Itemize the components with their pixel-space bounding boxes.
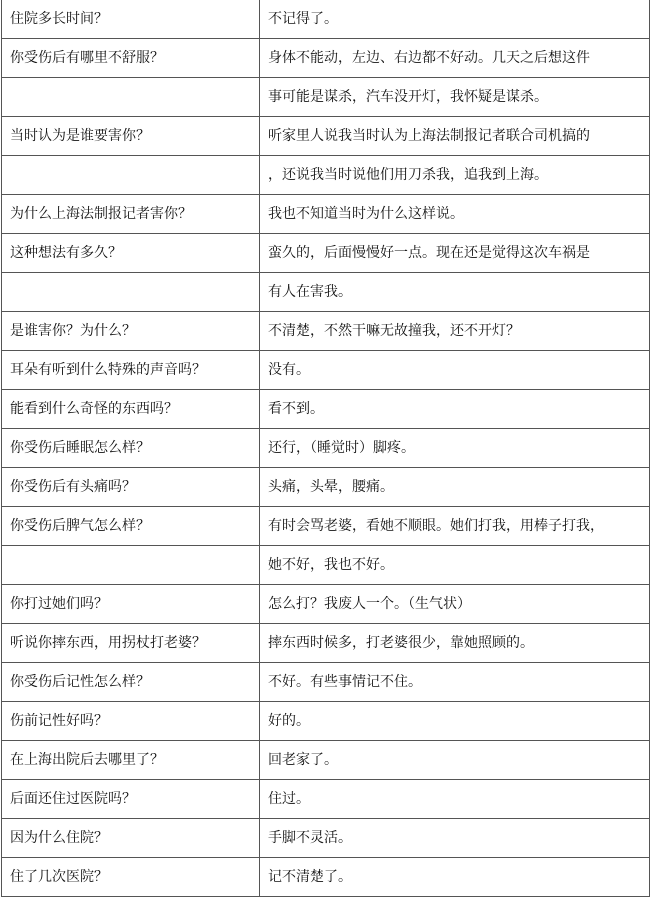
table-row	[2, 624, 650, 663]
table-row	[2, 780, 650, 819]
table-row	[2, 0, 650, 39]
question-cell: 你受伤后有哪里不舒服？	[2, 39, 260, 78]
answer-cell: 不记得了。	[260, 0, 650, 39]
table-row	[2, 663, 650, 702]
question-cell: 当时认为是谁要害你？	[2, 117, 260, 156]
question-cell: 你打过她们吗？	[2, 585, 260, 624]
question-cell: 你受伤后脾气怎么样？	[2, 507, 260, 546]
answer-cell: 摔东西时候多，打老婆很少，靠她照顾的。	[260, 624, 650, 663]
answer-cell: 怎么打？我废人一个。（生气状）	[260, 585, 650, 624]
answer-cell: 听家里人说我当时认为上海法制报记者联合司机搞的	[260, 117, 650, 156]
table-row	[2, 234, 650, 273]
table-row	[2, 117, 650, 156]
table-row	[2, 702, 650, 741]
interview-table-body	[2, 0, 650, 897]
table-row	[2, 273, 650, 312]
table-row	[2, 390, 650, 429]
question-cell: 住院多长时间？	[2, 0, 260, 39]
answer-cell: 有人在害我。	[260, 273, 650, 312]
table-row	[2, 858, 650, 897]
answer-cell: 我也不知道当时为什么这样说。	[260, 195, 650, 234]
answer-cell: 好的。	[260, 702, 650, 741]
answer-cell: 头痛，头晕，腰痛。	[260, 468, 650, 507]
answer-cell: 有时会骂老婆，看她不顺眼。她们打我，用棒子打我，	[260, 507, 650, 546]
question-cell	[2, 273, 260, 312]
answer-cell: 住过。	[260, 780, 650, 819]
question-cell: 你受伤后有头痛吗？	[2, 468, 260, 507]
question-cell: 因为什么住院？	[2, 819, 260, 858]
question-cell	[2, 546, 260, 585]
table-row	[2, 195, 650, 234]
table-row	[2, 546, 650, 585]
question-cell: 耳朵有听到什么特殊的声音吗？	[2, 351, 260, 390]
table-row	[2, 468, 650, 507]
answer-cell: ，还说我当时说他们用刀杀我，追我到上海。	[260, 156, 650, 195]
question-cell	[2, 78, 260, 117]
answer-cell: 回老家了。	[260, 741, 650, 780]
question-cell: 这种想法有多久？	[2, 234, 260, 273]
answer-cell: 不好。有些事情记不住。	[260, 663, 650, 702]
answer-cell: 蛮久的，后面慢慢好一点。现在还是觉得这次车祸是	[260, 234, 650, 273]
answer-cell: 手脚不灵活。	[260, 819, 650, 858]
table-row	[2, 429, 650, 468]
question-cell: 住了几次医院？	[2, 858, 260, 897]
table-row	[2, 507, 650, 546]
question-cell: 伤前记性好吗？	[2, 702, 260, 741]
question-cell: 你受伤后记性怎么样？	[2, 663, 260, 702]
interview-table	[1, 0, 650, 897]
table-row	[2, 156, 650, 195]
table-row	[2, 312, 650, 351]
answer-cell: 身体不能动，左边、右边都不好动。几天之后想这件	[260, 39, 650, 78]
table-row	[2, 585, 650, 624]
answer-cell: 还行，（睡觉时）脚疼。	[260, 429, 650, 468]
question-cell: 在上海出院后去哪里了？	[2, 741, 260, 780]
question-cell: 后面还住过医院吗？	[2, 780, 260, 819]
table-row	[2, 39, 650, 78]
table-row	[2, 351, 650, 390]
answer-cell: 没有。	[260, 351, 650, 390]
answer-cell: 不清楚，不然干嘛无故撞我，还不开灯？	[260, 312, 650, 351]
question-cell: 听说你摔东西，用拐杖打老婆？	[2, 624, 260, 663]
question-cell: 是谁害你？为什么？	[2, 312, 260, 351]
table-row	[2, 78, 650, 117]
table-row	[2, 819, 650, 858]
question-cell: 能看到什么奇怪的东西吗？	[2, 390, 260, 429]
question-cell: 你受伤后睡眠怎么样？	[2, 429, 260, 468]
answer-cell: 她不好，我也不好。	[260, 546, 650, 585]
answer-cell: 记不清楚了。	[260, 858, 650, 897]
answer-cell: 看不到。	[260, 390, 650, 429]
question-cell	[2, 156, 260, 195]
question-cell: 为什么上海法制报记者害你？	[2, 195, 260, 234]
answer-cell: 事可能是谋杀，汽车没开灯，我怀疑是谋杀。	[260, 78, 650, 117]
table-row	[2, 741, 650, 780]
